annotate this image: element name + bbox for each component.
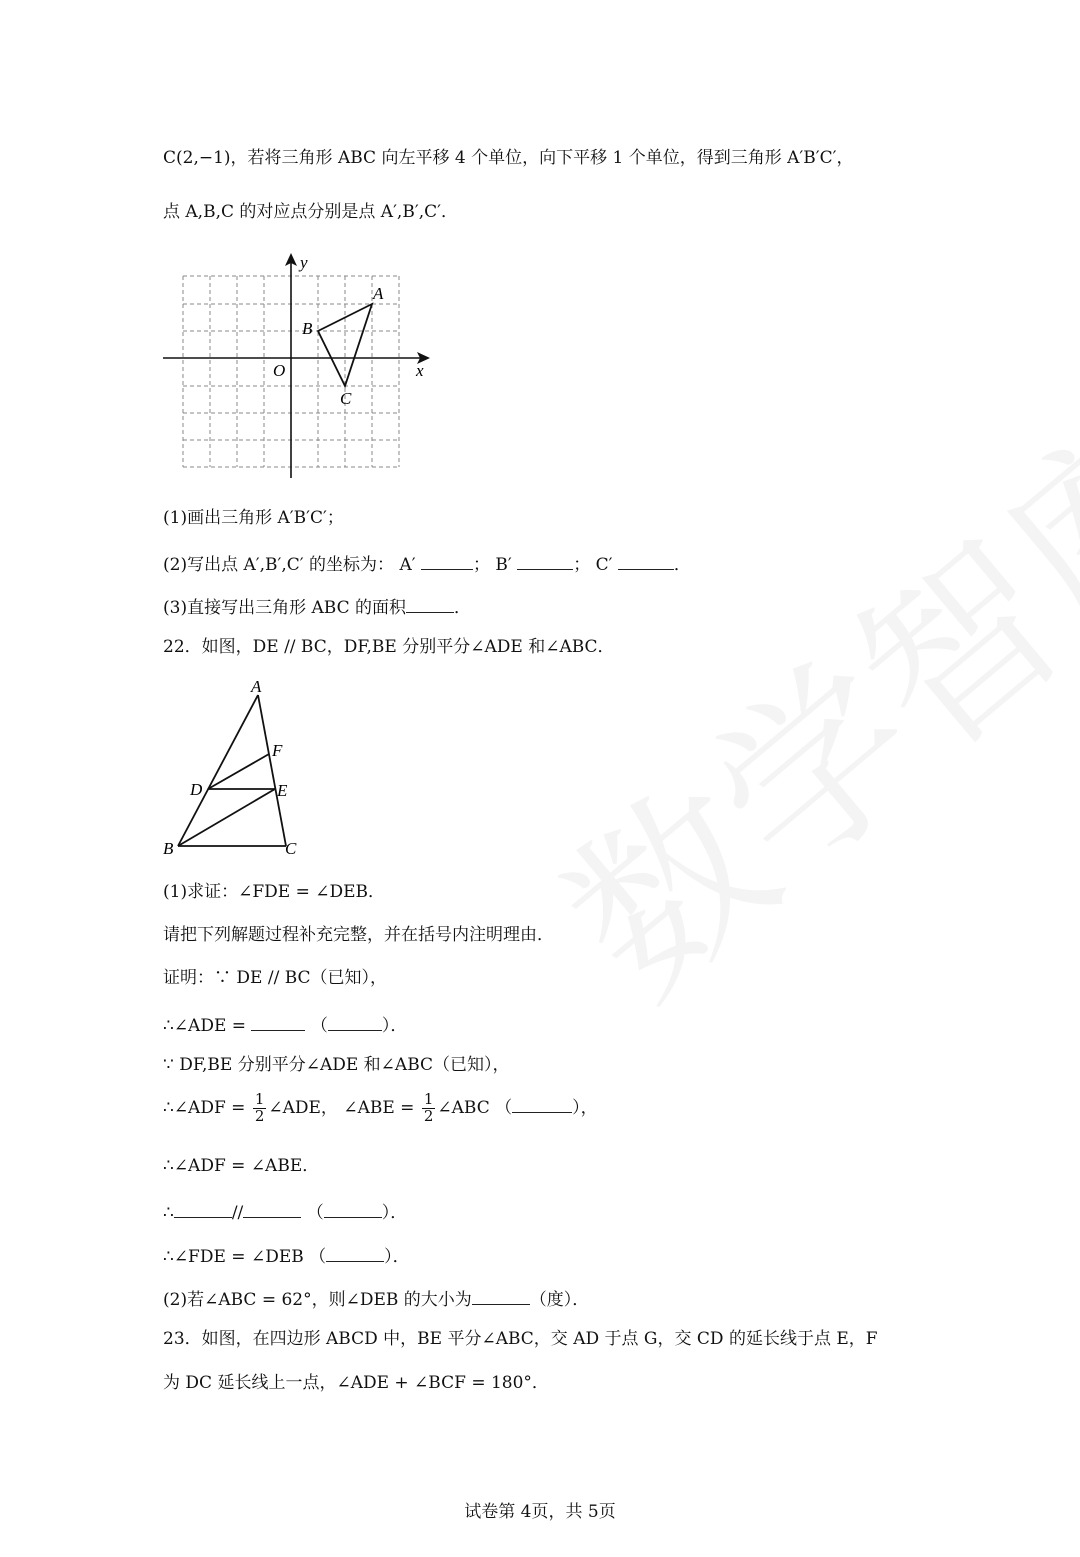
q22-proof-step4-b: ∠ADE，: [268, 1097, 338, 1118]
answer-blank-angle-deb[interactable]: [472, 1286, 530, 1305]
paren-close: ）．: [381, 1015, 408, 1036]
q21-part2-a-label: A′: [399, 554, 416, 575]
point-c-label: C: [285, 839, 297, 858]
answer-blank-area[interactable]: [406, 594, 454, 613]
answer-blank-step2-angle[interactable]: [251, 1012, 305, 1031]
q22-proof-step6: [163, 1199, 407, 1223]
q22-part2: [163, 1286, 589, 1310]
parallel-symbol: //: [231, 1202, 244, 1223]
point-e-label: E: [277, 781, 288, 800]
q22-proof-step3: ∵ DF,BE 分别平分∠ADE 和∠ABC（已知），: [163, 1055, 510, 1075]
q21-part2-b-label: B′: [495, 554, 512, 575]
watermark: [501, 348, 1080, 1046]
q23-line1: 23．如图，在四边形 ABCD 中，BE 平分∠ABC，交 AD 于点 G，交 CD 的延长线于点 E，F: [163, 1329, 878, 1349]
paren-close: ）．: [381, 1202, 408, 1223]
q22-part1: (1)求证：∠FDE = ∠DEB．: [163, 882, 385, 902]
answer-blank-step6-line2[interactable]: [243, 1199, 301, 1218]
answer-blank-step7-reason[interactable]: [326, 1243, 384, 1262]
paren-open: （: [309, 1246, 327, 1267]
point-f-label: F: [272, 741, 283, 760]
q22-proof-step7: [163, 1243, 410, 1267]
q21-part2-c-label: C′: [595, 554, 613, 575]
paren-open: （: [495, 1097, 513, 1118]
q22-proof-step4: [163, 1092, 598, 1125]
q22-triangle-figure: [158, 672, 308, 862]
point-b-label: B: [302, 319, 313, 338]
point-c-label: C: [340, 389, 352, 408]
x-axis-label: x: [416, 361, 424, 380]
q21-part2: [163, 551, 691, 575]
answer-blank-step6-line1[interactable]: [174, 1199, 232, 1218]
q22-proof-step5: ∴∠ADF = ∠ABE．: [163, 1156, 320, 1176]
q23-line2: 为 DC 延长线上一点，∠ADE + ∠BCF = 180°．: [163, 1373, 549, 1393]
q22-proof-step4-c: ∠ABE =: [343, 1097, 415, 1118]
segment-ac: [258, 695, 286, 846]
paren-open: （: [310, 1015, 328, 1036]
point-b-label: B: [163, 839, 174, 858]
paren-close-comma: ），: [572, 1097, 598, 1118]
fraction-denominator: 2: [423, 1106, 434, 1125]
q22-part2-suffix: （度）．: [529, 1289, 590, 1310]
q21-part2-sep1: ；: [473, 554, 491, 575]
figure-segments: [178, 695, 286, 846]
q22-proof-step4-d: ∠ABC: [437, 1097, 490, 1118]
paren-open: （: [306, 1202, 324, 1223]
point-a-label: A: [373, 284, 384, 303]
q21-intro-line1: C(2,−1)，若将三角形 ABC 向左平移 4 个单位，向下平移 1 个单位，得到三角形 A′B′C′，: [163, 148, 854, 168]
answer-blank-b-prime[interactable]: [517, 551, 573, 570]
q22-proof-step2: [163, 1012, 407, 1036]
q21-part3-period: ．: [453, 597, 471, 618]
q21-part3-text: (3)直接写出三角形 ABC 的面积: [163, 597, 406, 618]
fraction-numerator: 1: [423, 1090, 434, 1108]
q22-proof-step1: 证明：∵ DE // BC（已知），: [163, 968, 388, 988]
triangle-abc: [318, 304, 372, 386]
q21-intro-line2: 点 A,B,C 的对应点分别是点 A′,B′,C′．: [163, 202, 458, 222]
answer-blank-step4-reason[interactable]: [512, 1094, 572, 1113]
q21-part3: [163, 594, 471, 618]
q22-proof-step6-prefix: ∴: [163, 1202, 174, 1223]
q21-coordinate-figure: [160, 248, 440, 483]
answer-blank-c-prime[interactable]: [618, 551, 674, 570]
page-footer: 试卷第 4页，共 5页: [464, 1502, 616, 1522]
q21-part2-period: ．: [673, 554, 691, 575]
fraction-one-half-2: [422, 1092, 436, 1125]
q21-part2-prefix: (2)写出点 A′,B′,C′ 的坐标为：: [163, 554, 395, 575]
answer-blank-step2-reason[interactable]: [328, 1012, 382, 1031]
origin-label: O: [273, 361, 286, 380]
fraction-numerator: 1: [254, 1090, 265, 1108]
fraction-one-half: [253, 1092, 267, 1125]
q22-proof-step2-prefix: ∴∠ADE =: [163, 1015, 247, 1036]
answer-blank-step6-reason[interactable]: [324, 1199, 382, 1218]
answer-blank-a-prime[interactable]: [421, 551, 473, 570]
y-axis-label: y: [300, 253, 308, 272]
q22-heading: 22．如图，DE // BC，DF,BE 分别平分∠ADE 和∠ABC．: [163, 637, 615, 657]
q22-proof-step7-prefix: ∴∠FDE = ∠DEB: [163, 1246, 304, 1267]
q22-proof-step4-a: ∴∠ADF =: [163, 1097, 246, 1118]
q22-part2-prefix: (2)若∠ABC = 62°，则∠DEB 的大小为: [163, 1289, 472, 1310]
q21-part2-sep2: ；: [573, 554, 591, 575]
point-d-label: D: [190, 780, 203, 799]
fraction-denominator: 2: [254, 1106, 265, 1125]
point-a-label: A: [251, 677, 262, 696]
q22-instruction: 请把下列解题过程补充完整，并在括号内注明理由．: [163, 925, 554, 945]
q21-part1: (1)画出三角形 A′B′C′；: [163, 508, 344, 528]
paren-close: ）．: [384, 1246, 410, 1267]
